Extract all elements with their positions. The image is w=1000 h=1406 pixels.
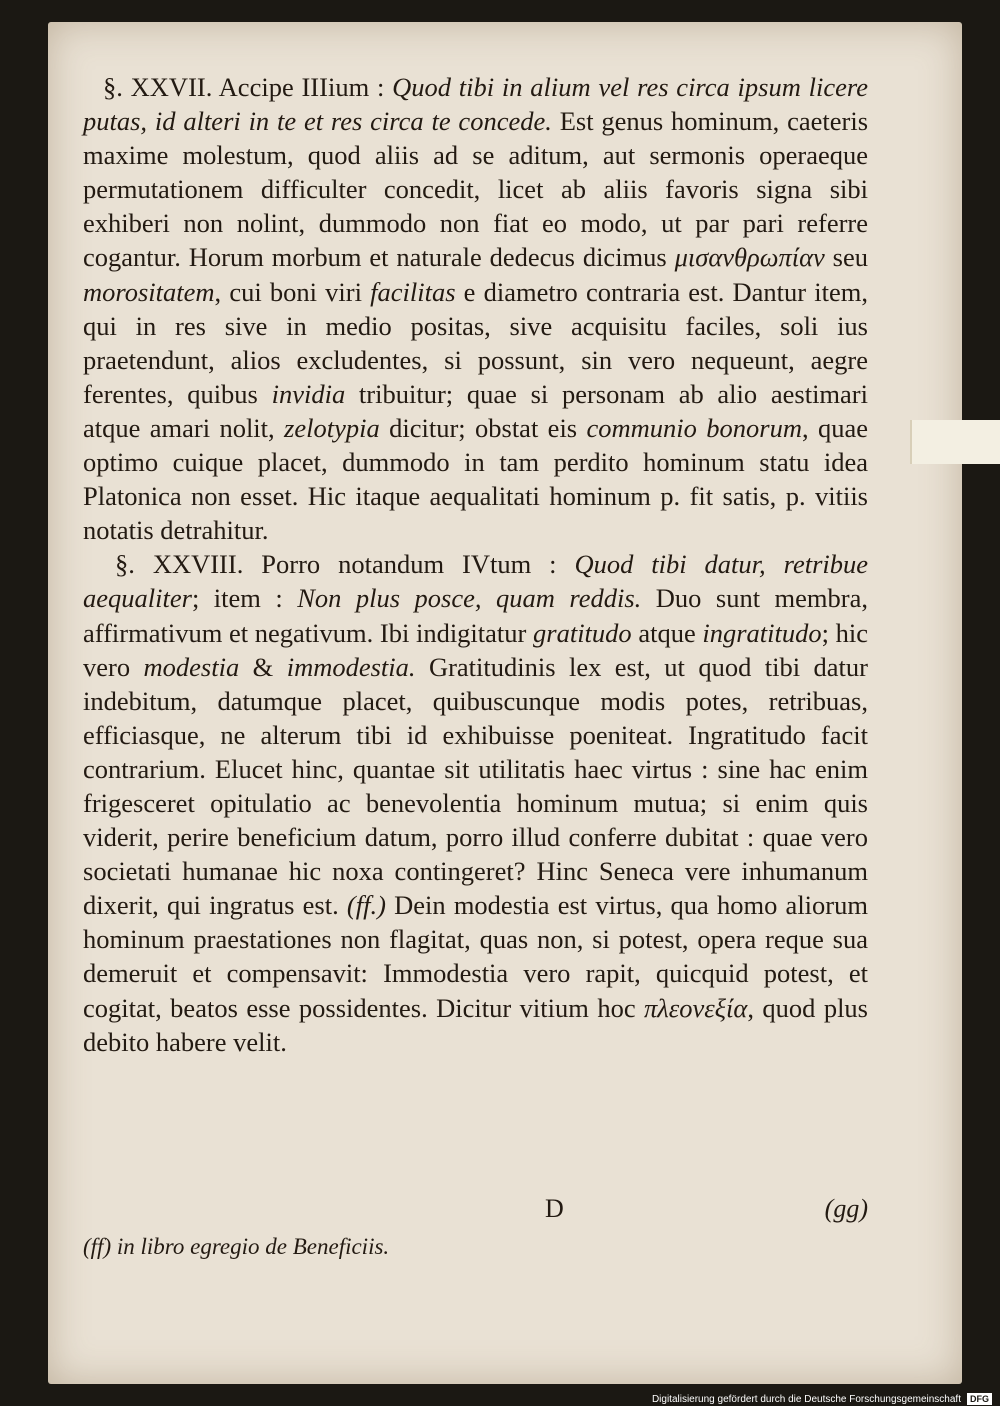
dfg-logo-icon: DFG (967, 1393, 992, 1405)
paper-bookmark-strip (910, 420, 1000, 464)
paragraph-section-27: §. XXVII. Accipe IIIium : Quod tibi in alium vel res circa ipsum licere putas, id alteri in te et res circa te concede. Est genus hominum, caeteris maxime molestum, quod aliis ad se aditum, aut sermonis operaeque permutationem difficulter concedit, licet ab aliis favoris signa sibi exhiberi non nolint, dummodo non fiat eo modo, ut par pari referre cogantur. Horum morbum et naturale dedecus dicimus μισανθρωπίαν seu morositatem, cui boni viri facilitas e diametro contraria est. Dantur item, qui in res sive in medio positas, sive acquisitu faciles, soli ius praetendunt, alios excludentes, si possunt, sin vero nequeunt, aegre ferentes, quibus invidia tribuitur; quae si personam ab alio aestimari atque amari nolit, zelotypia dicitur; obstat eis communio bonorum, quae optimo cuique placet, dummodo in tam perdito hominum statu idea Platonica non esset. Hic itaque aequalitati hominum p. fit satis, p. vitiis notatis detrahitur. (83, 72, 869, 546)
digitization-credit (652, 1392, 992, 1406)
credit-text: Digitalisierung gefördert durch die Deutsche Forschungsgemeinschaft (651, 1393, 961, 1405)
catchword: (gg) (824, 1194, 868, 1223)
page-text (83, 70, 868, 1059)
signature-mark: D (545, 1194, 564, 1223)
footnote: (ff) in libro egregio de Beneficiis. (83, 1234, 390, 1259)
paragraph-section-28: §. XXVIII. Porro notandum IVtum : Quod tibi datur, retribue aequaliter; item : Non plus posce, quam reddis. Duo sunt membra, affirmativum et negativum. Ibi indigitatur gratitudo atque ingratitudo; hic vero modestia & immodestia. Gratitudinis lex est, ut quod tibi datur indebitum, datumque placet, quibuscunque modis potes, retribuas, efficiasque, ne alterum tibi id exhibuisse poeniteat. Ingratitudo facit contrarium. Elucet hinc, quantae sit utilitatis haec virtus : sine hac enim frigesceret opitulatio ac benevolentia hominum mutua; si enim quis viderit, perire beneficium datum, porro illud conferre dubitat : quae vero societati humanae hic noxa contingeret? Hinc Seneca vere inhumanum dixerit, qui ingratus est. (ff.) Dein modestia est virtus, qua homo aliorum hominum praestationes non flagitat, quas non, si potest, opera reque sua demeruit et compensavit: Immodestia vero rapit, quicquid potest, et cogitat, beatos esse possidentes. Dicitur vitium hoc πλεονεξία, quod plus debito habere velit. (83, 549, 869, 1057)
page-footer (83, 1194, 868, 1230)
